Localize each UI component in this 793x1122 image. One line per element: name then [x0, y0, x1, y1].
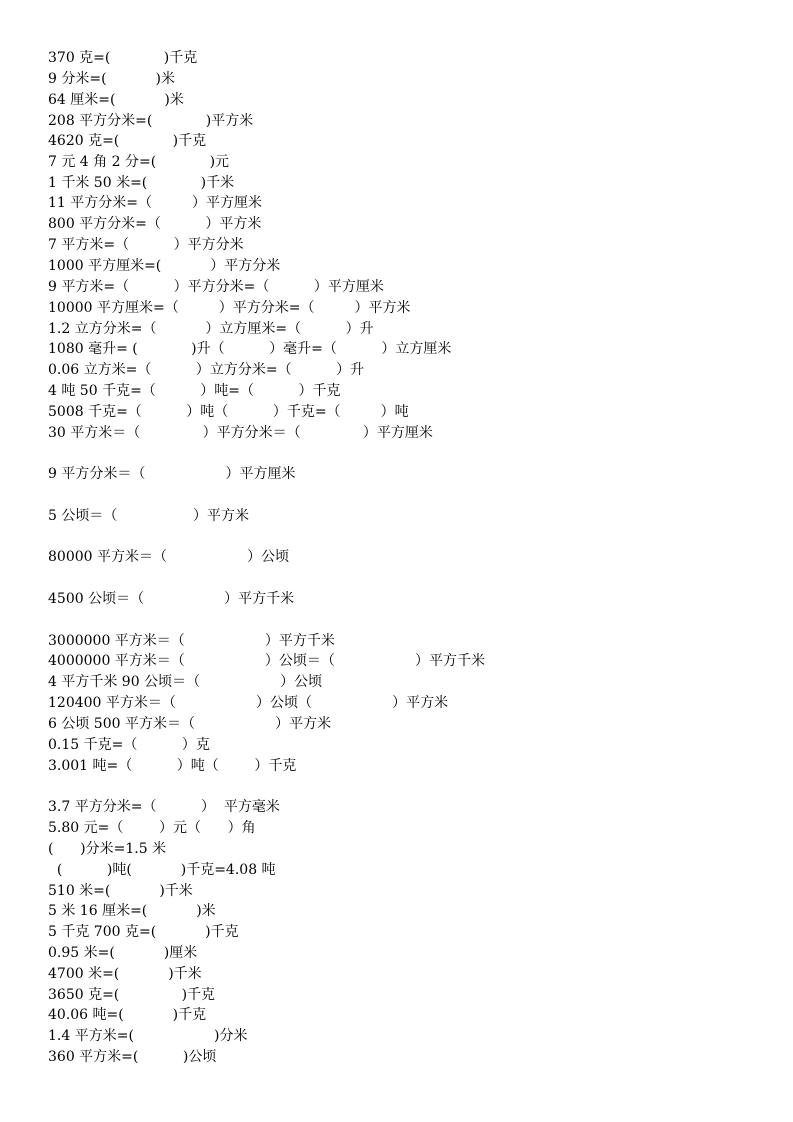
exercise-line: 11 平方分米=（ ）平方厘米: [48, 195, 263, 211]
exercise-line: 6 公顷 500 平方米＝（ ）平方米: [48, 716, 332, 732]
exercise-line: 1.4 平方米=( )分米: [48, 1028, 248, 1044]
exercise-line: 4000000 平方米＝（ ）公顷＝（ ）平方千米: [48, 653, 486, 669]
exercise-line: ( )吨( )千克=4.08 吨: [48, 862, 276, 878]
exercise-line: 9 平方米=（ ）平方分米=（ ）平方厘米: [48, 279, 384, 295]
exercise-line: 3000000 平方米＝（ ）平方千米: [48, 633, 335, 649]
exercise-line: 5 千克 700 克=( )千克: [48, 924, 239, 940]
exercise-line: 0.95 米=( )厘米: [48, 945, 198, 961]
exercise-line: 1000 平方厘米=( ）平方分米: [48, 258, 281, 274]
exercise-line: 30 平方米＝（ ）平方分米＝（ ）平方厘米: [48, 425, 433, 441]
exercise-line: 510 米=( )千米: [48, 883, 193, 899]
exercise-line: 208 平方分米=( )平方米: [48, 113, 254, 129]
exercise-line: 7 平方米=（ ）平方分米: [48, 237, 244, 253]
exercise-line: 4 吨 50 千克=（ ）吨=（ ）千克: [48, 383, 341, 399]
exercise-line: 0.15 千克=（ ）克: [48, 737, 210, 753]
exercise-line: 3.7 平方分米=（ ） 平方毫米: [48, 799, 280, 815]
exercise-line: 9 平方分米＝（ ）平方厘米: [48, 466, 296, 482]
exercise-line: 1.2 立方分米=（ ）立方厘米=（ ）升: [48, 321, 374, 337]
exercise-line: 5 公顷＝（ ）平方米: [48, 508, 250, 524]
exercise-line: 1080 毫升= ( )升（ ）毫升=（ ）立方厘米: [48, 341, 452, 357]
exercise-line: 5 米 16 厘米=( )米: [48, 903, 216, 919]
exercise-line: 9 分米=( )米: [48, 71, 175, 87]
exercise-line: 40.06 吨=( )千克: [48, 1007, 207, 1023]
exercise-line: 4500 公顷＝（ ）平方千米: [48, 591, 295, 607]
worksheet: [48, 0, 768, 1122]
exercise-line: 4700 米=( )千米: [48, 966, 202, 982]
exercise-line: 1 千米 50 米=( )千米: [48, 175, 235, 191]
exercise-line: 5.80 元=（ ）元（ ）角: [48, 820, 256, 836]
exercise-line: 64 厘米=( )米: [48, 92, 184, 108]
exercise-line: 120400 平方米＝（ ）公顷（ ）平方米: [48, 695, 449, 711]
exercise-line: 3.001 吨=（ ）吨（ ）千克: [48, 758, 297, 774]
exercise-line: 4 平方千米 90 公顷＝（ ）公顷: [48, 674, 323, 690]
exercise-line: 800 平方分米=（ ）平方米: [48, 216, 262, 232]
exercise-line: 370 克=( )千克: [48, 50, 198, 66]
exercise-line: 80000 平方米＝（ ）公顷: [48, 549, 290, 565]
exercise-line: 360 平方米=( )公顷: [48, 1049, 217, 1065]
exercise-line: 5008 千克=（ ）吨（ ）千克=（ ）吨: [48, 404, 409, 420]
exercise-line: 10000 平方厘米=（ ）平方分米=（ ）平方米: [48, 300, 411, 316]
exercise-line: 7 元 4 角 2 分=( )元: [48, 154, 230, 170]
exercise-line: 4620 克=( )千克: [48, 133, 207, 149]
exercise-line: ( )分米=1.5 米: [48, 841, 167, 857]
exercise-line: 3650 克=( )千克: [48, 987, 216, 1003]
exercise-line: 0.06 立方米=（ ）立方分米=（ ）升: [48, 362, 365, 378]
